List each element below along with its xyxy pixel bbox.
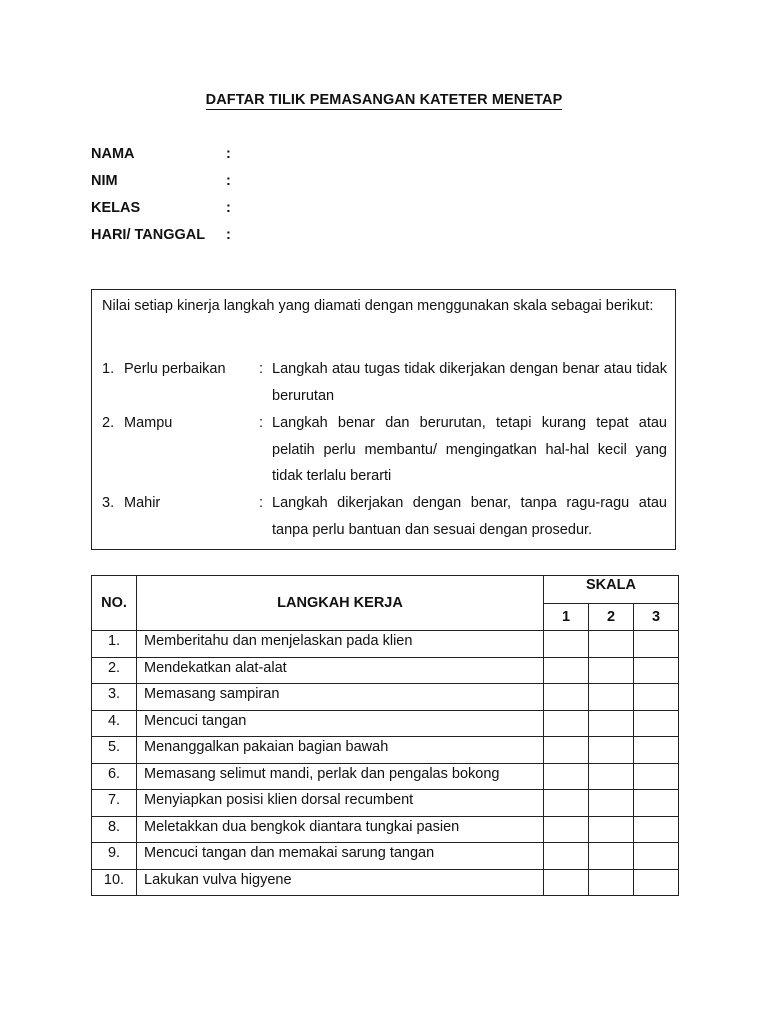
score-cell-2[interactable] <box>589 790 634 817</box>
row-number: 3. <box>92 684 137 711</box>
row-step: Mendekatkan alat-alat <box>137 657 544 684</box>
table-row <box>92 790 679 817</box>
score-cell-2[interactable] <box>589 657 634 684</box>
score-cell-3[interactable] <box>634 710 679 737</box>
field-label: KELAS <box>91 200 141 216</box>
criterion-name: Perlu perbaikan <box>124 361 226 377</box>
score-cell-2[interactable] <box>589 631 634 658</box>
score-cell-3[interactable] <box>634 869 679 896</box>
row-step: Memberitahu dan menjelaskan pada klien <box>137 631 544 658</box>
scoring-scale-box <box>91 289 676 550</box>
criterion-number: 3. <box>102 495 115 511</box>
field-label: NAMA <box>91 146 135 162</box>
row-number: 5. <box>92 737 137 764</box>
header-step: LANGKAH KERJA <box>137 576 544 631</box>
field-colon: : <box>226 227 231 243</box>
row-step: Mencuci tangan <box>137 710 544 737</box>
field-label: HARI/ TANGGAL <box>91 227 206 243</box>
row-step: Memasang sampiran <box>137 684 544 711</box>
field-colon: : <box>226 146 231 162</box>
criterion-name: Mampu <box>124 415 173 431</box>
header-scale-3: 3 <box>634 604 679 631</box>
row-step: Menanggalkan pakaian bagian bawah <box>137 737 544 764</box>
document-title <box>0 92 768 108</box>
criterion-description: Langkah benar dan berurutan, tetapi kurang tepat atau pelatih perlu membantu/ mengingatkan hal-hal kecil yang tidak terlalu berarti <box>272 415 667 485</box>
score-cell-2[interactable] <box>589 684 634 711</box>
score-cell-1[interactable] <box>544 737 589 764</box>
criterion-colon: : <box>259 495 264 511</box>
table-row <box>92 763 679 790</box>
score-cell-1[interactable] <box>544 869 589 896</box>
scale-intro: Nilai setiap kinerja langkah yang diamati dengan menggunakan skala sebagai berikut: <box>102 298 654 314</box>
score-cell-3[interactable] <box>634 816 679 843</box>
header-skala: SKALA <box>544 576 679 604</box>
header-scale-1: 1 <box>544 604 589 631</box>
score-cell-1[interactable] <box>544 790 589 817</box>
criterion-name: Mahir <box>124 495 161 511</box>
row-number: 10. <box>92 869 137 896</box>
score-cell-3[interactable] <box>634 843 679 870</box>
criterion-number: 1. <box>102 361 115 377</box>
score-cell-1[interactable] <box>544 763 589 790</box>
field-colon: : <box>226 200 231 216</box>
score-cell-3[interactable] <box>634 657 679 684</box>
score-cell-3[interactable] <box>634 684 679 711</box>
table-row <box>92 657 679 684</box>
score-cell-1[interactable] <box>544 631 589 658</box>
document-title-text: DAFTAR TILIK PEMASANGAN KATETER MENETAP <box>205 92 563 108</box>
criterion-colon: : <box>259 361 264 377</box>
score-cell-2[interactable] <box>589 737 634 764</box>
row-step: Meletakkan dua bengkok diantara tungkai pasien <box>137 816 544 843</box>
checklist-table <box>91 575 679 896</box>
score-cell-3[interactable] <box>634 763 679 790</box>
table-row <box>92 684 679 711</box>
score-cell-2[interactable] <box>589 869 634 896</box>
score-cell-1[interactable] <box>544 843 589 870</box>
table-row <box>92 631 679 658</box>
criterion-number: 2. <box>102 415 115 431</box>
header-scale-2: 2 <box>589 604 634 631</box>
field-colon: : <box>226 173 231 189</box>
row-number: 2. <box>92 657 137 684</box>
row-step: Lakukan vulva higyene <box>137 869 544 896</box>
criterion-description: Langkah atau tugas tidak dikerjakan dengan benar atau tidak berurutan <box>272 361 667 404</box>
score-cell-2[interactable] <box>589 816 634 843</box>
row-number: 4. <box>92 710 137 737</box>
score-cell-1[interactable] <box>544 710 589 737</box>
table-row <box>92 869 679 896</box>
row-number: 7. <box>92 790 137 817</box>
field-label: NIM <box>91 173 118 189</box>
score-cell-3[interactable] <box>634 737 679 764</box>
score-cell-2[interactable] <box>589 763 634 790</box>
table-row <box>92 710 679 737</box>
row-number: 6. <box>92 763 137 790</box>
row-step: Memasang selimut mandi, perlak dan pengalas bokong <box>137 763 544 790</box>
score-cell-1[interactable] <box>544 684 589 711</box>
score-cell-2[interactable] <box>589 710 634 737</box>
table-row <box>92 816 679 843</box>
row-step: Mencuci tangan dan memakai sarung tangan <box>137 843 544 870</box>
criterion-colon: : <box>259 415 264 431</box>
score-cell-3[interactable] <box>634 631 679 658</box>
row-number: 8. <box>92 816 137 843</box>
header-no: NO. <box>92 576 137 631</box>
row-number: 9. <box>92 843 137 870</box>
row-number: 1. <box>92 631 137 658</box>
score-cell-1[interactable] <box>544 816 589 843</box>
table-header-row <box>92 576 679 604</box>
criterion-description: Langkah dikerjakan dengan benar, tanpa ragu-ragu atau tanpa perlu bantuan dan sesuai dengan prosedur. <box>272 495 667 538</box>
row-step: Menyiapkan posisi klien dorsal recumbent <box>137 790 544 817</box>
score-cell-1[interactable] <box>544 657 589 684</box>
table-row <box>92 843 679 870</box>
score-cell-3[interactable] <box>634 790 679 817</box>
table-row <box>92 737 679 764</box>
score-cell-2[interactable] <box>589 843 634 870</box>
